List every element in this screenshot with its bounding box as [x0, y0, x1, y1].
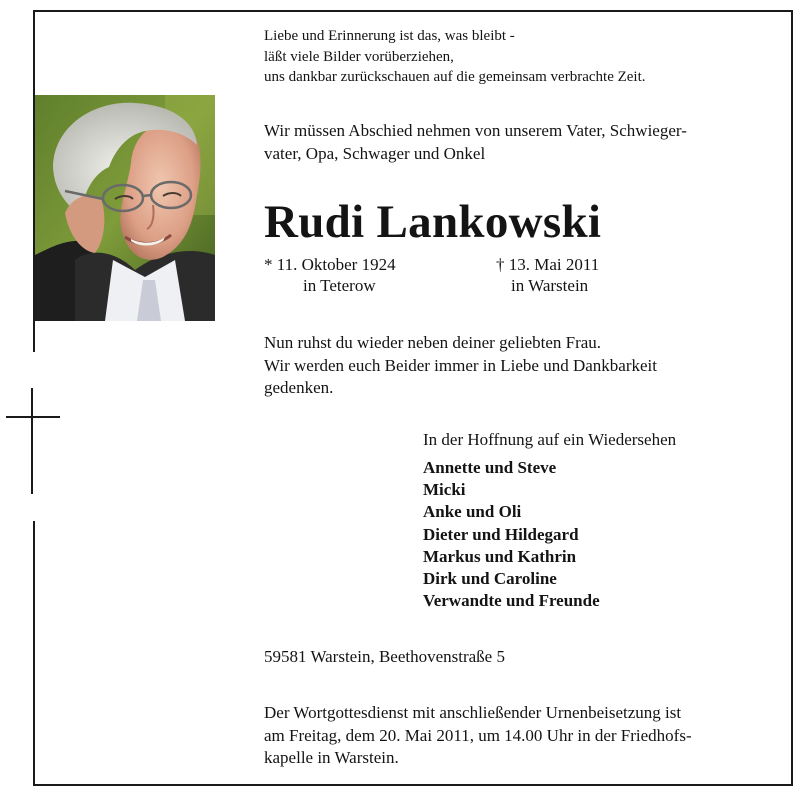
- birth-place: in Teterow: [303, 276, 376, 295]
- frame-top-border: [33, 10, 793, 12]
- mourner-entry: Anke und Oli: [423, 502, 522, 522]
- hope-line: In der Hoffnung auf ein Wiedersehen: [423, 430, 677, 449]
- cross-icon-vertical: [31, 388, 33, 494]
- service-line: kapelle in Warstein.: [264, 748, 399, 767]
- death-place: in Warstein: [511, 276, 589, 295]
- service-line: am Freitag, dem 20. Mai 2011, um 14.00 Uhr in der Friedhofs-: [264, 725, 692, 745]
- mourner-entry: Verwandte und Freunde: [423, 591, 600, 611]
- message-line: gedenken.: [264, 378, 334, 397]
- mourners-list: [423, 457, 600, 612]
- cross-icon-horizontal: [6, 416, 60, 418]
- deceased-name: Rudi Lankowski: [264, 196, 602, 248]
- birth-info: [264, 254, 396, 296]
- frame-right-border: [791, 10, 793, 786]
- mourner-entry: Dieter und Hildegard: [423, 524, 579, 544]
- intro-line: Wir müssen Abschied nehmen von unserem Vater, Schwieger-: [264, 121, 687, 140]
- mourner-entry: Markus und Kathrin: [423, 546, 577, 566]
- intro-line: vater, Opa, Schwager und Onkel: [264, 144, 486, 163]
- service-line: Der Wortgottesdienst mit anschließender Urnenbeisetzung ist: [264, 703, 682, 722]
- service-announcement: [264, 702, 769, 770]
- birth-date: * 11. Oktober 1924: [264, 255, 396, 274]
- frame-bottom-border: [33, 784, 793, 786]
- mourner-entry: Micki: [423, 480, 466, 500]
- frame-left-border-lower: [33, 521, 35, 786]
- message-line: Wir werden euch Beider immer in Liebe und Dankbarkeit: [264, 355, 658, 375]
- portrait-photo: [35, 95, 215, 321]
- death-date: † 13. Mai 2011: [496, 255, 600, 274]
- death-info: [496, 254, 599, 296]
- family-address: 59581 Warstein, Beethovenstraße 5: [264, 647, 505, 666]
- message-line: Nun ruhst du wieder neben deiner geliebten Frau.: [264, 333, 602, 352]
- mourner-entry: Annette und Steve: [423, 458, 557, 477]
- memorial-verse: [264, 26, 646, 88]
- verse-line: Liebe und Erinnerung ist das, was bleibt -: [264, 28, 515, 44]
- verse-line: läßt viele Bilder vorüberziehen,: [264, 48, 454, 65]
- farewell-intro: [264, 119, 687, 165]
- mourner-entry: Dirk und Caroline: [423, 569, 557, 589]
- remembrance-message: [264, 332, 657, 400]
- verse-line: uns dankbar zurückschauen auf die gemeinsam verbrachte Zeit.: [264, 69, 646, 85]
